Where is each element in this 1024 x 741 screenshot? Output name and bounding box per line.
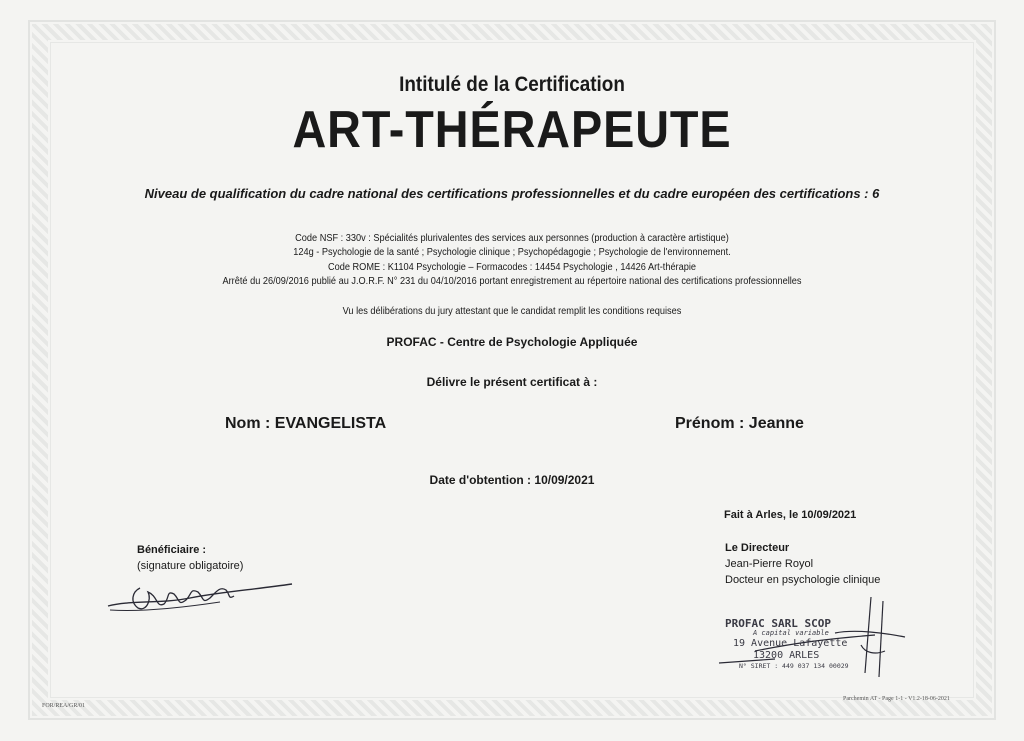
place-and-date: Fait à Arles, le 10/09/2021 bbox=[724, 509, 857, 521]
director-role: Docteur en psychologie clinique bbox=[725, 574, 881, 586]
code-rome-line: Code ROME : K1104 Psychologie – Formacodes : 14454 Psychologie , 14426 Art-thérapie bbox=[327, 261, 697, 273]
footer-reference: FOR/REA/GR/01 bbox=[42, 703, 86, 709]
stamp-line-1: PROFAC SARL SCOP bbox=[725, 617, 831, 630]
stamp-line-4: 13200 ARLES bbox=[753, 650, 820, 661]
certification-title: ART-THÉRAPEUTE bbox=[292, 101, 732, 159]
code-psychology-line: 124g - Psychologie de la santé ; Psychologie clinique ; Psychopédagogie ; Psychologie de l'environnement. bbox=[293, 247, 731, 259]
company-stamp bbox=[715, 593, 915, 683]
stamp-line-5: N° SIRET : 449 037 134 00029 bbox=[739, 662, 849, 670]
beneficiary-signature bbox=[100, 570, 300, 618]
beneficiary-label: Bénéficiaire : bbox=[137, 544, 207, 556]
director-title: Le Directeur bbox=[725, 542, 790, 554]
certification-label: Intitulé de la Certification bbox=[399, 73, 625, 96]
decree-line: Arrêté du 26/09/2016 publié au J.O.R.F. N° 231 du 04/10/2016 portant enregistrement au répertoire national des certifications professionnelles bbox=[222, 275, 802, 287]
director-block bbox=[725, 540, 880, 588]
footer-version: Parchemin AT - Page 1-1 - V1.2-18-06-2021 bbox=[843, 696, 950, 702]
stamp-line-2: A capital variable bbox=[753, 629, 829, 637]
director-name: Jean-Pierre Royol bbox=[725, 558, 814, 570]
delivery-statement: Délivre le présent certificat à : bbox=[426, 375, 598, 389]
code-nsf-line: Code NSF : 330v : Spécialités plurivalentes des services aux personnes (production à caractère artistique) bbox=[295, 233, 729, 244]
beneficiary-note: (signature obligatoire) bbox=[137, 560, 244, 572]
jury-statement: Vu les délibérations du jury attestant que le candidat remplit les conditions requises bbox=[342, 306, 682, 317]
issuing-organization: PROFAC - Centre de Psychologie Appliquée bbox=[386, 335, 638, 349]
holder-last-name: Nom : EVANGELISTA bbox=[225, 415, 387, 432]
qualification-level: Niveau de qualification du cadre national des certifications professionnelles et du cadre européen des certifications : 6 bbox=[144, 186, 880, 201]
holder-first-name: Prénom : Jeanne bbox=[675, 415, 804, 432]
stamp-line-3: 19 Avenue Lafayette bbox=[733, 638, 848, 649]
date-obtained: Date d'obtention : 10/09/2021 bbox=[429, 473, 595, 487]
certification-codes bbox=[0, 232, 1024, 289]
